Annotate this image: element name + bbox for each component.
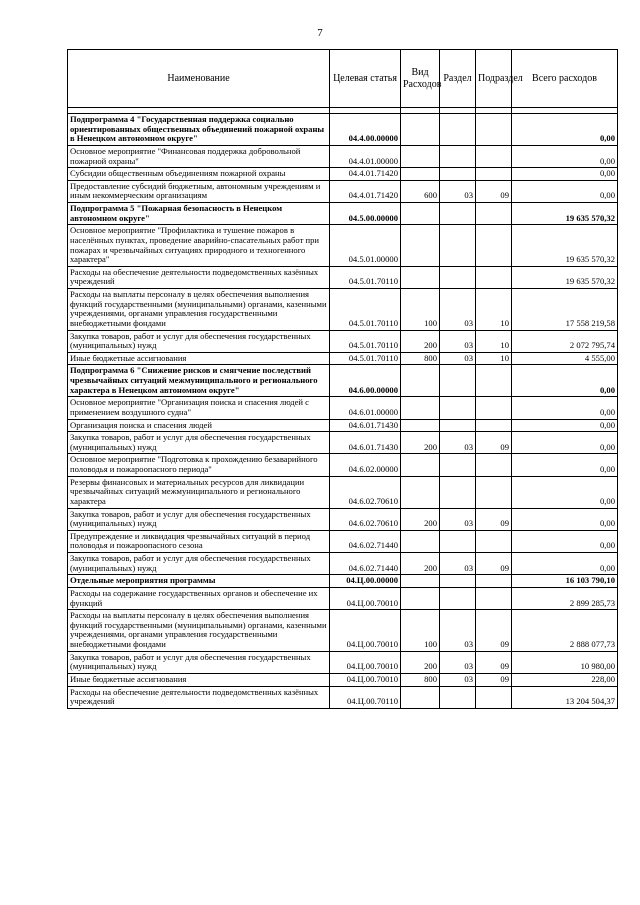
cell-name: Основное мероприятие "Организация поиска и спасения людей с применением воздушного судна" bbox=[68, 397, 330, 419]
cell-total: 0,00 bbox=[512, 553, 618, 575]
cell-target-article: 04.6.02.70610 bbox=[330, 476, 401, 508]
cell-name: Подпрограмма 5 "Пожарная безопасность в Ненецком автономном округе" bbox=[68, 203, 330, 225]
cell-section bbox=[440, 266, 476, 288]
table-row bbox=[68, 180, 618, 202]
cell-subsection bbox=[476, 575, 512, 588]
cell-name: Закупка товаров, работ и услуг для обеспечения государственных (муниципальных) нужд bbox=[68, 330, 330, 352]
cell-subsection: 09 bbox=[476, 610, 512, 652]
cell-target-article: 04.4.01.71420 bbox=[330, 168, 401, 181]
cell-target-article: 04.Ц.00.70010 bbox=[330, 610, 401, 652]
cell-expense-type bbox=[401, 365, 440, 397]
cell-subsection bbox=[476, 225, 512, 267]
cell-subsection bbox=[476, 266, 512, 288]
cell-subsection: 09 bbox=[476, 651, 512, 673]
table-row bbox=[68, 266, 618, 288]
cell-name: Организация поиска и спасения людей bbox=[68, 419, 330, 432]
table-row bbox=[68, 610, 618, 652]
table-row bbox=[68, 553, 618, 575]
cell-total: 2 899 285,73 bbox=[512, 587, 618, 609]
table-row bbox=[68, 145, 618, 167]
header-total: Всего расходов bbox=[512, 50, 618, 108]
cell-total: 13 204 504,37 bbox=[512, 686, 618, 708]
cell-section bbox=[440, 168, 476, 181]
table-row bbox=[68, 476, 618, 508]
header-target-article: Целевая статья bbox=[330, 50, 401, 108]
cell-total: 0,00 bbox=[512, 432, 618, 454]
cell-total: 19 635 570,32 bbox=[512, 266, 618, 288]
table-row bbox=[68, 365, 618, 397]
cell-expense-type bbox=[401, 575, 440, 588]
table-row bbox=[68, 575, 618, 588]
cell-subsection: 09 bbox=[476, 553, 512, 575]
cell-name: Расходы на выплаты персоналу в целях обеспечения выполнения функций государственными (муниципальными) органами, казенными учреждениями, органами управления государственными внебюджетными фондами bbox=[68, 289, 330, 331]
cell-target-article: 04.Ц.00.00000 bbox=[330, 575, 401, 588]
cell-subsection bbox=[476, 530, 512, 552]
cell-total: 0,00 bbox=[512, 145, 618, 167]
table-row bbox=[68, 168, 618, 181]
cell-name: Иные бюджетные ассигнования bbox=[68, 352, 330, 365]
cell-subsection bbox=[476, 419, 512, 432]
cell-name: Подпрограмма 4 "Государственная поддержка социально ориентированных общественных объединений пожарной охраны в Ненецком автономном округе" bbox=[68, 114, 330, 146]
cell-expense-type: 200 bbox=[401, 432, 440, 454]
cell-expense-type bbox=[401, 266, 440, 288]
cell-subsection bbox=[476, 168, 512, 181]
cell-section: 03 bbox=[440, 352, 476, 365]
cell-expense-type bbox=[401, 114, 440, 146]
cell-section bbox=[440, 225, 476, 267]
cell-total: 2 072 795,74 bbox=[512, 330, 618, 352]
cell-section bbox=[440, 203, 476, 225]
cell-target-article: 04.5.01.70110 bbox=[330, 330, 401, 352]
cell-total: 0,00 bbox=[512, 365, 618, 397]
cell-expense-type: 800 bbox=[401, 673, 440, 686]
cell-name: Закупка товаров, работ и услуг для обеспечения государственных (муниципальных) нужд bbox=[68, 651, 330, 673]
cell-expense-type bbox=[401, 530, 440, 552]
cell-expense-type bbox=[401, 168, 440, 181]
cell-subsection: 09 bbox=[476, 673, 512, 686]
cell-section: 03 bbox=[440, 330, 476, 352]
cell-section bbox=[440, 114, 476, 146]
header-section: Раздел bbox=[440, 50, 476, 108]
cell-subsection: 09 bbox=[476, 432, 512, 454]
header-subsection: Подраздел bbox=[476, 50, 512, 108]
table-row bbox=[68, 587, 618, 609]
cell-section bbox=[440, 587, 476, 609]
budget-table bbox=[67, 49, 618, 709]
cell-subsection bbox=[476, 476, 512, 508]
cell-expense-type bbox=[401, 454, 440, 476]
table-row bbox=[68, 419, 618, 432]
cell-expense-type bbox=[401, 145, 440, 167]
cell-target-article: 04.4.00.00000 bbox=[330, 114, 401, 146]
cell-expense-type bbox=[401, 587, 440, 609]
cell-target-article: 04.6.00.00000 bbox=[330, 365, 401, 397]
cell-target-article: 04.6.01.71430 bbox=[330, 419, 401, 432]
table-row bbox=[68, 508, 618, 530]
cell-expense-type: 800 bbox=[401, 352, 440, 365]
cell-section bbox=[440, 454, 476, 476]
cell-total: 0,00 bbox=[512, 180, 618, 202]
cell-total: 0,00 bbox=[512, 168, 618, 181]
cell-total: 4 555,00 bbox=[512, 352, 618, 365]
cell-total: 0,00 bbox=[512, 419, 618, 432]
cell-name: Отдельные мероприятия программы bbox=[68, 575, 330, 588]
cell-name: Резервы финансовых и материальных ресурсов для ликвидации чрезвычайных ситуаций межмуниципального и регионального характера bbox=[68, 476, 330, 508]
cell-section bbox=[440, 530, 476, 552]
cell-subsection: 10 bbox=[476, 352, 512, 365]
table-row bbox=[68, 673, 618, 686]
cell-expense-type bbox=[401, 686, 440, 708]
cell-target-article: 04.4.01.71420 bbox=[330, 180, 401, 202]
cell-expense-type bbox=[401, 225, 440, 267]
cell-name: Предоставление субсидий бюджетным, автономным учреждениям и иным некоммерческим организациям bbox=[68, 180, 330, 202]
cell-target-article: 04.6.02.70610 bbox=[330, 508, 401, 530]
cell-subsection bbox=[476, 454, 512, 476]
cell-subsection bbox=[476, 587, 512, 609]
cell-total: 2 888 077,73 bbox=[512, 610, 618, 652]
cell-subsection bbox=[476, 203, 512, 225]
cell-target-article: 04.Ц.00.70010 bbox=[330, 587, 401, 609]
cell-total: 0,00 bbox=[512, 114, 618, 146]
cell-expense-type: 600 bbox=[401, 180, 440, 202]
cell-subsection: 10 bbox=[476, 330, 512, 352]
cell-name: Закупка товаров, работ и услуг для обеспечения государственных (муниципальных) нужд bbox=[68, 432, 330, 454]
cell-target-article: 04.5.01.00000 bbox=[330, 225, 401, 267]
cell-name: Расходы на содержание государственных органов и обеспечение их функций bbox=[68, 587, 330, 609]
cell-expense-type bbox=[401, 397, 440, 419]
cell-subsection: 09 bbox=[476, 508, 512, 530]
cell-section: 03 bbox=[440, 508, 476, 530]
cell-total: 17 558 219,58 bbox=[512, 289, 618, 331]
cell-target-article: 04.6.02.71440 bbox=[330, 530, 401, 552]
cell-name: Предупреждение и ликвидация чрезвычайных ситуаций в период половодья и пожароопасного сезона bbox=[68, 530, 330, 552]
header-name: Наименование bbox=[68, 50, 330, 108]
cell-name: Расходы на обеспечение деятельности подведомственных казённых учреждений bbox=[68, 266, 330, 288]
table-row bbox=[68, 686, 618, 708]
cell-section bbox=[440, 686, 476, 708]
cell-subsection bbox=[476, 114, 512, 146]
cell-expense-type bbox=[401, 203, 440, 225]
cell-name: Расходы на выплаты персоналу в целях обеспечения выполнения функций государственными (муниципальными) органами, казенными учреждениями, органами управления государственными внебюджетными фондами bbox=[68, 610, 330, 652]
cell-expense-type: 100 bbox=[401, 289, 440, 331]
cell-section: 03 bbox=[440, 180, 476, 202]
cell-section bbox=[440, 419, 476, 432]
cell-name: Основное мероприятие "Профилактика и тушение пожаров в населённых пунктах, проведение аварийно-спасательных работ при пожарах и чрезвычайных ситуациях природного и техногенного характера" bbox=[68, 225, 330, 267]
cell-total: 228,00 bbox=[512, 673, 618, 686]
cell-section: 03 bbox=[440, 651, 476, 673]
cell-target-article: 04.6.01.71430 bbox=[330, 432, 401, 454]
cell-expense-type bbox=[401, 419, 440, 432]
cell-target-article: 04.4.01.00000 bbox=[330, 145, 401, 167]
cell-expense-type bbox=[401, 476, 440, 508]
cell-total: 0,00 bbox=[512, 397, 618, 419]
cell-subsection bbox=[476, 397, 512, 419]
cell-total: 19 635 570,32 bbox=[512, 203, 618, 225]
cell-target-article: 04.5.01.70110 bbox=[330, 289, 401, 331]
cell-expense-type: 200 bbox=[401, 651, 440, 673]
page-number: 7 bbox=[317, 27, 323, 39]
cell-expense-type: 200 bbox=[401, 508, 440, 530]
cell-section: 03 bbox=[440, 289, 476, 331]
cell-expense-type: 100 bbox=[401, 610, 440, 652]
cell-target-article: 04.6.01.00000 bbox=[330, 397, 401, 419]
cell-name: Основное мероприятие "Финансовая поддержка добровольной пожарной охраны" bbox=[68, 145, 330, 167]
cell-name: Расходы на обеспечение деятельности подведомственных казённых учреждений bbox=[68, 686, 330, 708]
cell-subsection bbox=[476, 365, 512, 397]
cell-target-article: 04.6.02.00000 bbox=[330, 454, 401, 476]
cell-name: Закупка товаров, работ и услуг для обеспечения государственных (муниципальных) нужд bbox=[68, 508, 330, 530]
cell-subsection: 10 bbox=[476, 289, 512, 331]
cell-total: 19 635 570,32 bbox=[512, 225, 618, 267]
cell-section bbox=[440, 575, 476, 588]
cell-section: 03 bbox=[440, 610, 476, 652]
cell-name: Субсидии общественным объединениям пожарной охраны bbox=[68, 168, 330, 181]
table-header-row bbox=[68, 50, 618, 108]
table-row bbox=[68, 330, 618, 352]
cell-total: 0,00 bbox=[512, 508, 618, 530]
table-row bbox=[68, 397, 618, 419]
table-row bbox=[68, 432, 618, 454]
table-row bbox=[68, 651, 618, 673]
cell-target-article: 04.5.01.70110 bbox=[330, 352, 401, 365]
cell-target-article: 04.6.02.71440 bbox=[330, 553, 401, 575]
table-row bbox=[68, 225, 618, 267]
cell-section: 03 bbox=[440, 673, 476, 686]
table-row bbox=[68, 289, 618, 331]
cell-target-article: 04.Ц.00.70010 bbox=[330, 651, 401, 673]
cell-target-article: 04.5.01.70110 bbox=[330, 266, 401, 288]
cell-section: 03 bbox=[440, 432, 476, 454]
cell-total: 0,00 bbox=[512, 476, 618, 508]
cell-section bbox=[440, 397, 476, 419]
cell-name: Иные бюджетные ассигнования bbox=[68, 673, 330, 686]
cell-name: Основное мероприятие "Подготовка к прохождению безаварийного половодья и пожароопасного периода" bbox=[68, 454, 330, 476]
cell-target-article: 04.Ц.00.70010 bbox=[330, 673, 401, 686]
cell-section bbox=[440, 476, 476, 508]
cell-section bbox=[440, 365, 476, 397]
cell-total: 10 980,00 bbox=[512, 651, 618, 673]
table-body bbox=[68, 114, 618, 709]
cell-expense-type: 200 bbox=[401, 330, 440, 352]
cell-total: 16 103 790,10 bbox=[512, 575, 618, 588]
cell-target-article: 04.5.00.00000 bbox=[330, 203, 401, 225]
cell-subsection: 09 bbox=[476, 180, 512, 202]
cell-expense-type: 200 bbox=[401, 553, 440, 575]
cell-total: 0,00 bbox=[512, 530, 618, 552]
header-expense-type: Вид Расходов bbox=[401, 50, 440, 108]
cell-subsection bbox=[476, 686, 512, 708]
cell-section: 03 bbox=[440, 553, 476, 575]
cell-total: 0,00 bbox=[512, 454, 618, 476]
cell-subsection bbox=[476, 145, 512, 167]
table-row bbox=[68, 530, 618, 552]
table-row bbox=[68, 203, 618, 225]
table-row bbox=[68, 114, 618, 146]
cell-target-article: 04.Ц.00.70110 bbox=[330, 686, 401, 708]
cell-name: Подпрограмма 6 "Снижение рисков и смягчение последствий чрезвычайных ситуаций межмуниципального и регионального характера в Ненецком автономном округе" bbox=[68, 365, 330, 397]
table-row bbox=[68, 352, 618, 365]
table-row bbox=[68, 454, 618, 476]
cell-section bbox=[440, 145, 476, 167]
cell-name: Закупка товаров, работ и услуг для обеспечения государственных (муниципальных) нужд bbox=[68, 553, 330, 575]
